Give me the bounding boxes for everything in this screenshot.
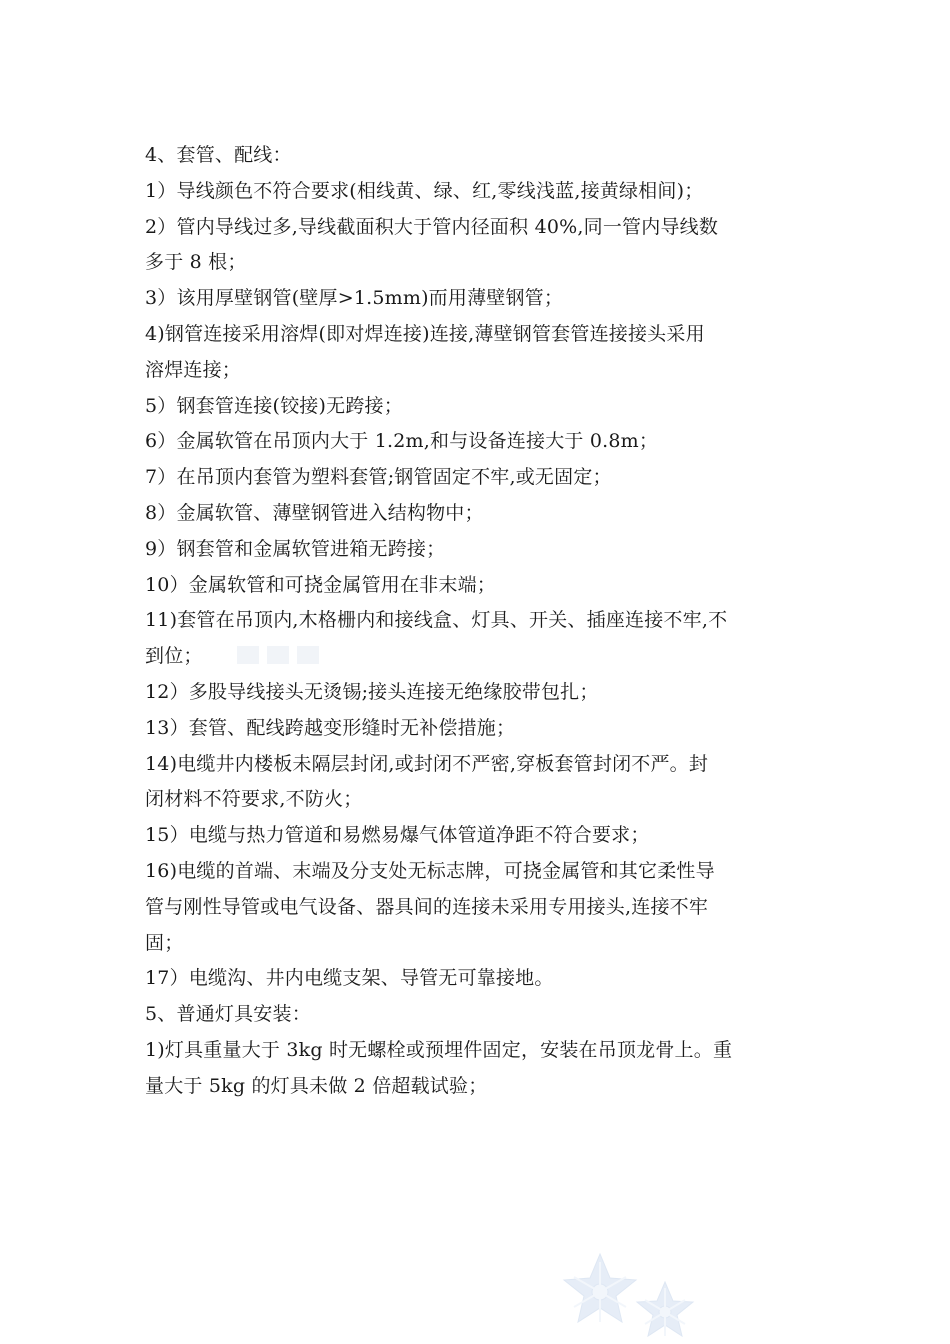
text-line: 1）导线颜色不符合要求(相线黄、绿、红,零线浅蓝,接黄绿相间)； (145, 179, 704, 202)
text-line: 闭材料不符要求,不防火； (145, 788, 363, 811)
text-line: 15）电缆与热力管道和易燃易爆气体管道净距不符合要求； (145, 824, 650, 847)
text-line: 多于 8 根； (145, 251, 247, 274)
section-heading: 5、普通灯具安装： (145, 1003, 311, 1026)
text-line: 12）多股导线接头无烫锡;接头连接无绝缘胶带包扎； (145, 680, 599, 703)
faint-watermark-icon (235, 640, 325, 670)
snowflake-logo-icon (555, 1232, 705, 1344)
text-line: 1)灯具重量大于 3kg 时无螺栓或预埋件固定，安装在吊顶龙骨上。重 (145, 1038, 733, 1061)
text-line: 6）金属软管在吊顶内大于 1.2m,和与设备连接大于 0.8m； (145, 430, 659, 453)
text-line: 9）钢套管和金属软管进箱无跨接； (145, 537, 446, 560)
document-body (145, 138, 810, 1105)
text-line: 到位； (145, 645, 203, 668)
text-line: 2）管内导线过多,导线截面积大于管内径面积 40%,同一管内导线数 (145, 215, 719, 238)
text-line: 3）该用厚壁钢管(壁厚>1.5mm)而用薄壁钢管； (145, 287, 564, 310)
text-line: 13）套管、配线跨越变形缝时无补偿措施； (145, 716, 516, 739)
text-line: 量大于 5kg 的灯具未做 2 倍超载试验； (145, 1074, 488, 1097)
text-line: 管与刚性导管或电气设备、器具间的连接未采用专用接头,连接不牢 (145, 895, 709, 918)
text-line: 固； (145, 931, 184, 954)
text-line: 11)套管在吊顶内,木格栅内和接线盒、灯具、开关、插座连接不牢,不 (145, 609, 728, 632)
text-line: 17）电缆沟、井内电缆支架、导管无可靠接地。 (145, 967, 554, 990)
text-line: 7）在吊顶内套管为塑料套管;钢管固定不牢,或无固定； (145, 466, 612, 489)
text-line: 10）金属软管和可挠金属管用在非末端； (145, 573, 496, 596)
text-line: 16)电缆的首端、末端及分支处无标志牌，可挠金属管和其它柔性导 (145, 859, 715, 882)
text-line: 14)电缆井内楼板未隔层封闭,或封闭不严密,穿板套管封闭不严。封 (145, 752, 709, 775)
text-line: 溶焊连接； (145, 358, 242, 381)
section-heading: 4、套管、配线： (145, 144, 292, 166)
text-line: 8）金属软管、薄壁钢管进入结构物中； (145, 501, 484, 524)
text-line: 5）钢套管连接(铰接)无跨接； (145, 394, 403, 417)
text-line: 4)钢管连接采用溶焊(即对焊连接)连接,薄壁钢管套管连接接头采用 (145, 322, 705, 345)
